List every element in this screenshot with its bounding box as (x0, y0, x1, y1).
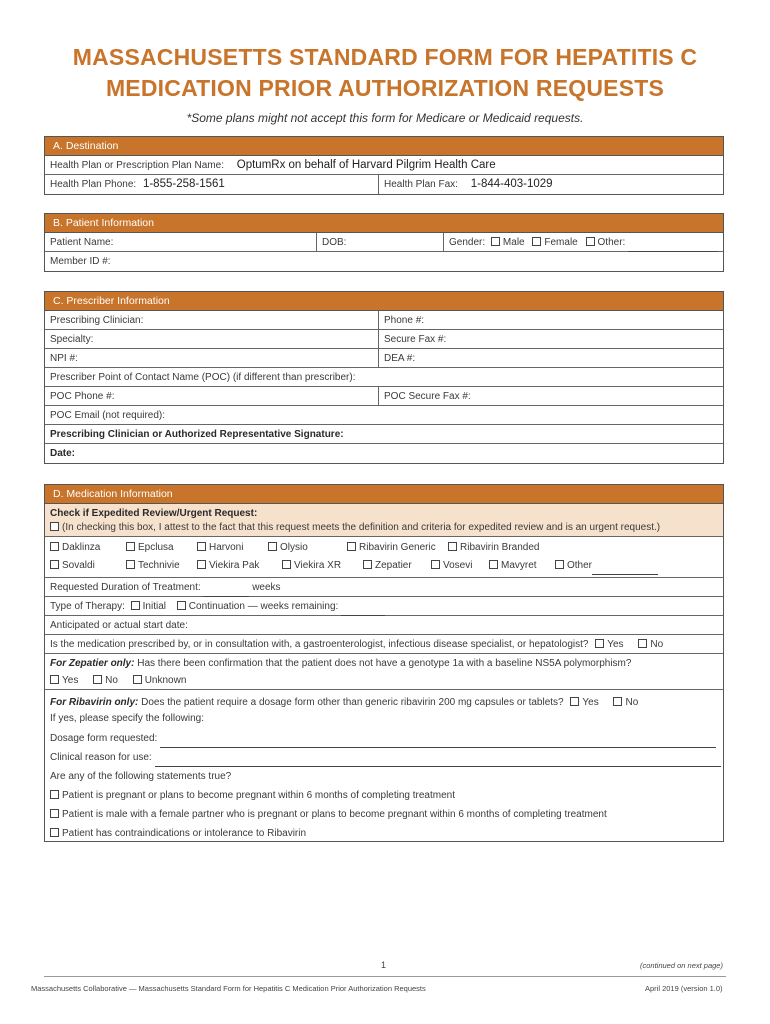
date-row (45, 444, 723, 463)
plan-name-row (45, 156, 723, 175)
plan-phone-row (45, 175, 723, 194)
gender-field (443, 233, 718, 251)
signature-row (45, 425, 723, 444)
other-gender-input[interactable] (628, 240, 718, 252)
clinical-reason-input[interactable] (155, 755, 721, 767)
member-id-field[interactable] (45, 252, 111, 271)
subtitle: *Some plans might not accept this form for Medicare or Medicaid requests. (186, 111, 584, 125)
drug-label: Mavyret (501, 560, 537, 571)
poc-name-label: Prescriber Point of Contact Name (POC) (if different than prescriber): (50, 372, 356, 383)
start-date-field[interactable] (45, 616, 188, 634)
therapy-field (45, 597, 385, 615)
specialty-label: Specialty: (50, 334, 94, 345)
duration-unit: weeks (252, 582, 281, 593)
drug-label: Ribavirin Generic (359, 542, 436, 553)
footer-divider (44, 976, 726, 977)
initial-checkbox[interactable] (131, 601, 140, 610)
drug-label: Sovaldi (62, 560, 95, 571)
poc-name-field[interactable] (45, 368, 355, 386)
ribavirin-question: Does the patient require a dosage form other than generic ribavirin 200 mg capsules or tablets? (141, 697, 564, 708)
drug-label: Zepatier (375, 560, 412, 571)
drug-list (45, 537, 723, 578)
form-title (0, 42, 770, 104)
poc-email-field[interactable] (45, 406, 165, 424)
plan-name-value: OptumRx on behalf of Harvard Pilgrim Health Care (236, 159, 496, 171)
drug-option-technivie[interactable] (126, 557, 180, 575)
section-medication (44, 484, 724, 842)
start-date-label: Anticipated or actual start date: (50, 620, 188, 631)
female-checkbox[interactable] (532, 237, 541, 246)
zepatier-no-label: No (105, 675, 118, 686)
statement-item-male-partner (45, 805, 723, 824)
poc-email-row (45, 406, 723, 425)
secure-fax-field[interactable] (378, 330, 446, 348)
other-gender-label: Other: (597, 237, 626, 248)
gender-label: Gender: (449, 237, 486, 248)
female-label: Female (544, 237, 578, 248)
expedited-text: (In checking this box, I attest to the fact that this request meets the definition and criteria for expedited review and is an urgent request.) (62, 522, 661, 533)
duration-input[interactable] (203, 585, 249, 597)
drug-checkbox[interactable] (282, 560, 291, 569)
zepatier-block (45, 654, 723, 690)
zepatier-unknown-label: Unknown (144, 675, 187, 686)
drug-checkbox[interactable] (268, 542, 277, 551)
specialist-no-checkbox[interactable] (638, 639, 647, 648)
drug-label: Harvoni (209, 542, 244, 553)
clinician-field[interactable] (45, 311, 377, 329)
statement-text: Patient has contraindications or intolerance to Ribavirin (62, 828, 307, 839)
signature-date-field[interactable] (45, 444, 75, 463)
duration-field (45, 578, 281, 596)
ribavirin-block (45, 690, 723, 843)
drug-label: Viekira Pak (209, 560, 260, 571)
drug-label: Technivie (138, 560, 180, 571)
plan-fax-value: 1-844-403-1029 (470, 178, 553, 190)
section-destination (44, 136, 724, 195)
specialist-field (45, 635, 663, 653)
drug-checkbox[interactable] (363, 560, 372, 569)
continued-note: (continued on next page) (640, 961, 723, 970)
drug-option-zepatier[interactable] (363, 557, 412, 575)
drug-option-epclusa[interactable] (126, 539, 174, 557)
specialist-no-label: No (650, 639, 664, 650)
dosage-form-input[interactable] (160, 736, 716, 748)
clinical-reason-label: Clinical reason for use: (50, 752, 152, 763)
drug-option-other[interactable] (555, 557, 658, 575)
patient-name-label: Patient Name: (50, 237, 114, 248)
drug-option-sovaldi[interactable] (50, 557, 95, 575)
drug-checkbox[interactable] (197, 560, 206, 569)
title-line-1: MASSACHUSETTS STANDARD FORM FOR HEPATITIS C (72, 44, 698, 70)
drug-option-harvoni[interactable] (197, 539, 243, 557)
drug-checkbox[interactable] (126, 560, 135, 569)
duration-label: Requested Duration of Treatment: (50, 582, 201, 593)
zepatier-yes-label: Yes (62, 675, 79, 686)
drug-label: Daklinza (62, 542, 101, 553)
drug-label: Other (567, 560, 593, 571)
drug-option-mavyret[interactable] (489, 557, 537, 575)
footer-right: April 2019 (version 1.0) (645, 984, 723, 993)
dosage-form-field (45, 729, 723, 748)
drug-checkbox[interactable] (431, 560, 440, 569)
statement-item-pregnant (45, 786, 723, 805)
drug-label: Ribavirin Branded (460, 542, 540, 553)
drug-option-ribavirin-generic[interactable] (347, 539, 436, 557)
drug-label: Vosevi (443, 560, 473, 571)
page-number: 1 (381, 960, 387, 970)
specialist-row (45, 635, 723, 654)
drug-checkbox[interactable] (489, 560, 498, 569)
drug-option-daklinza[interactable] (50, 539, 100, 557)
statement-text: Patient is pregnant or plans to become pregnant within 6 months of completing treatment (62, 790, 456, 801)
drug-checkbox[interactable] (126, 542, 135, 551)
ifyes-text: If yes, please specify the following: (50, 713, 204, 724)
dea-label: DEA #: (384, 353, 416, 364)
secure-fax-label: Secure Fax #: (384, 334, 447, 345)
expedited-block (45, 504, 723, 537)
section-header: A. Destination (45, 137, 723, 156)
other-drug-input[interactable] (592, 563, 658, 575)
weeks-remaining-input[interactable] (341, 604, 385, 616)
statement-checkbox[interactable] (50, 809, 59, 818)
zepatier-unknown-checkbox[interactable] (133, 675, 142, 684)
plan-phone-label: Health Plan Phone: (50, 179, 137, 190)
specialist-yes-checkbox[interactable] (595, 639, 604, 648)
other-gender-checkbox[interactable] (586, 237, 595, 246)
drug-option-ribavirin-branded[interactable] (448, 539, 540, 557)
plan-name-field[interactable] (45, 156, 496, 174)
patient-name-field[interactable] (45, 233, 315, 251)
plan-phone-value: 1-855-258-1561 (142, 178, 225, 190)
drug-checkbox[interactable] (197, 542, 206, 551)
ribavirin-no-label: No (625, 697, 639, 708)
plan-phone-field[interactable] (45, 175, 377, 194)
section-prescriber (44, 291, 724, 464)
poc-fax-label: POC Secure Fax #: (384, 391, 471, 402)
ribavirin-lead: For Ribavirin only: (50, 697, 139, 708)
zepatier-question: Has there been confirmation that the patient does not have a genotype 1a with a baseline NS5A polymorphism? (137, 658, 632, 669)
member-row (45, 252, 723, 271)
duration-row (45, 578, 723, 597)
title-line-2: MEDICATION PRIOR AUTHORIZATION REQUESTS (105, 75, 665, 101)
drug-label: Epclusa (138, 542, 174, 553)
drug-option-viekira-pak[interactable] (197, 557, 259, 575)
therapy-row (45, 597, 723, 616)
drug-label: Olysio (280, 542, 308, 553)
prescriber-phone-label: Phone #: (384, 315, 425, 326)
therapy-label: Type of Therapy: (50, 601, 125, 612)
npi-row (45, 349, 723, 368)
statements-question: Are any of the following statements true? (50, 771, 232, 782)
drug-checkbox[interactable] (347, 542, 356, 551)
drug-option-vosevi[interactable] (431, 557, 472, 575)
poc-phone-label: POC Phone #: (50, 391, 115, 402)
patient-row (45, 233, 723, 252)
drug-checkbox[interactable] (50, 542, 59, 551)
dob-field[interactable] (316, 233, 442, 251)
zepatier-yes-checkbox[interactable] (50, 675, 59, 684)
zepatier-no-checkbox[interactable] (93, 675, 102, 684)
drug-label: Viekira XR (294, 560, 342, 571)
continuation-label: Continuation — weeks remaining: (188, 601, 339, 612)
specialty-row (45, 330, 723, 349)
ribavirin-yes-label: Yes (582, 697, 599, 708)
specialty-field[interactable] (45, 330, 377, 348)
poc-phone-row (45, 387, 723, 406)
drug-checkbox[interactable] (50, 560, 59, 569)
dob-label: DOB: (322, 237, 347, 248)
poc-fax-field[interactable] (378, 387, 471, 405)
statement-text: Patient is male with a female partner who is pregnant or plans to become pregnant within 6 months of completing treatment (62, 809, 607, 820)
poc-email-label: POC Email (not required): (50, 410, 166, 421)
section-header: B. Patient Information (45, 214, 723, 233)
male-label: Male (502, 237, 525, 248)
drug-option-viekira-xr[interactable] (282, 557, 341, 575)
clinician-label: Prescribing Clinician: (50, 315, 144, 326)
section-header: D. Medication Information (45, 485, 723, 504)
prescriber-phone-field[interactable] (378, 311, 424, 329)
statement-item-contraindications (45, 824, 723, 843)
plan-fax-field[interactable] (378, 175, 553, 194)
clinical-reason-field (45, 748, 723, 767)
section-header: C. Prescriber Information (45, 292, 723, 311)
statement-checkbox[interactable] (50, 790, 59, 799)
ribavirin-no-checkbox[interactable] (613, 697, 622, 706)
signature-label: Prescribing Clinician or Authorized Representative Signature: (50, 429, 344, 440)
specialist-yes-label: Yes (607, 639, 624, 650)
poc-phone-field[interactable] (45, 387, 377, 405)
expedited-checkbox[interactable] (50, 522, 59, 531)
expedited-title: Check if Expedited Review/Urgent Request: (50, 508, 258, 519)
drug-option-olysio[interactable] (268, 539, 308, 557)
section-patient (44, 213, 724, 272)
plan-fax-label: Health Plan Fax: (384, 179, 458, 190)
specialist-question: Is the medication prescribed by, or in consultation with, a gastroenterologist, infectious disease specialist, or hepatologist? (50, 639, 589, 650)
npi-label: NPI #: (50, 353, 78, 364)
poc-name-row (45, 368, 723, 387)
ribavirin-yes-checkbox[interactable] (570, 697, 579, 706)
initial-label: Initial (142, 601, 166, 612)
start-date-row (45, 616, 723, 635)
statement-checkbox[interactable] (50, 828, 59, 837)
npi-field[interactable] (45, 349, 377, 367)
dea-field[interactable] (378, 349, 415, 367)
dosage-form-label: Dosage form requested: (50, 733, 158, 744)
drug-checkbox[interactable] (448, 542, 457, 551)
male-checkbox[interactable] (491, 237, 500, 246)
footer-left: Massachusetts Collaborative — Massachusetts Standard Form for Hepatitis C Medication Prior Authorization Requests (31, 984, 426, 993)
signature-date-label: Date: (50, 448, 76, 459)
member-id-label: Member ID #: (50, 256, 111, 267)
continuation-checkbox[interactable] (177, 601, 186, 610)
drug-checkbox[interactable] (555, 560, 564, 569)
clinician-row (45, 311, 723, 330)
plan-name-label: Health Plan or Prescription Plan Name: (50, 160, 224, 171)
zepatier-lead: For Zepatier only: (50, 658, 135, 669)
signature-field[interactable] (45, 425, 344, 443)
